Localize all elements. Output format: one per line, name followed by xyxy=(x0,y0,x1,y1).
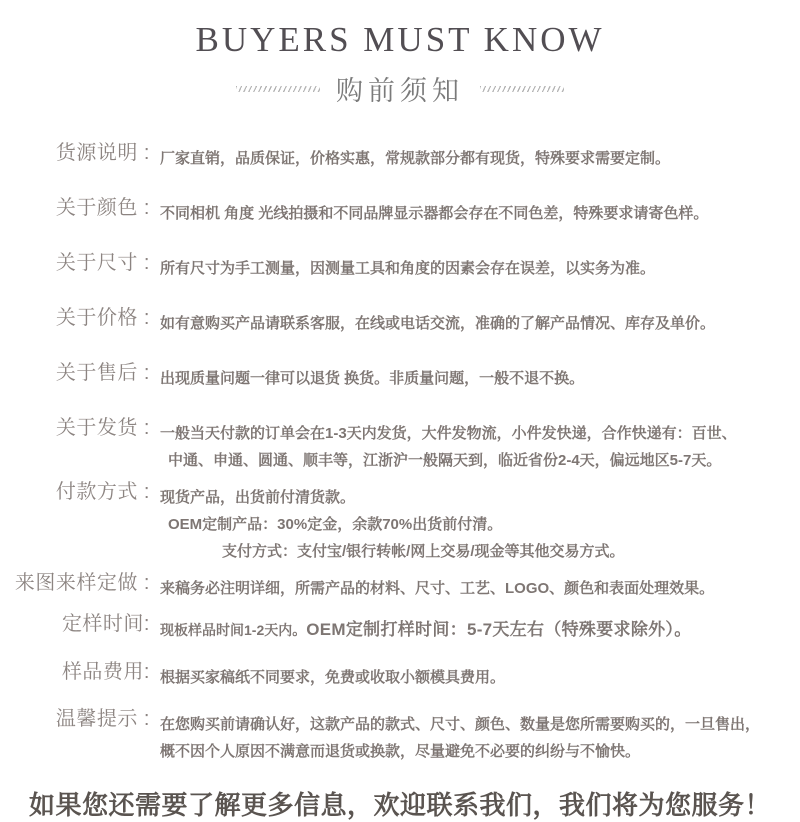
row-sample-time xyxy=(14,612,780,644)
page-title: BUYERS MUST KNOW xyxy=(195,20,605,59)
row-content xyxy=(150,141,780,172)
row-content xyxy=(150,361,780,392)
row-content xyxy=(150,416,780,474)
row-label: 样品费用: xyxy=(61,661,150,683)
row-label: 关于价格 : xyxy=(55,307,150,329)
row-price xyxy=(14,306,780,337)
row-label: 关于颜色 : xyxy=(55,197,150,219)
sample-time-oem: OEM定制打样时间：5-7天左右（特殊要求除外）。 xyxy=(306,620,692,639)
notice-list xyxy=(0,141,800,765)
row-line: 在您购买前请确认好，这款产品的款式、尺寸、颜色、数量是您所需要购买的，一旦售出， xyxy=(160,716,761,733)
contact-us-banner: 如果您还需要了解更多信息，欢迎联系我们，我们将为您服务！ xyxy=(28,790,771,820)
row-label: 关于售后 : xyxy=(55,362,150,384)
row-warm-tip xyxy=(14,707,780,765)
row-label: 付款方式 : xyxy=(55,481,150,503)
row-size xyxy=(14,251,780,282)
row-payment xyxy=(14,480,780,565)
row-aftersale xyxy=(14,361,780,392)
row-content xyxy=(150,251,780,282)
row-content xyxy=(150,660,780,691)
row-content xyxy=(150,612,780,644)
row-custom-order xyxy=(14,571,780,602)
page-header xyxy=(0,20,800,108)
row-line: 厂家直销，品质保证，价格实惠，常规款部分都有现货，特殊要求需要定制。 xyxy=(160,150,671,167)
row-line: 如有意购买产品请联系客服，在线或电话交流，准确的了解产品情况、库存及单价。 xyxy=(160,315,716,332)
row-supply-note xyxy=(14,141,780,172)
page-subtitle: 购前须知 xyxy=(336,76,464,106)
row-label: 关于发货 : xyxy=(55,417,150,439)
row-label: 定样时间: xyxy=(61,613,150,635)
row-color xyxy=(14,196,780,227)
row-line: 所有尺寸为手工测量，因测量工具和角度的因素会存在误差，以实务为准。 xyxy=(160,260,656,277)
zigzag-divider-right-icon xyxy=(480,86,564,92)
row-line: 不同相机 角度 光线拍摄和不同品牌显示器都会存在不同色差，特殊要求请寄色样。 xyxy=(160,205,709,222)
row-label: 温馨提示 : xyxy=(55,708,150,730)
row-line: 来稿务必注明详细，所需产品的材料、尺寸、工艺、LOGO、颜色和表面处理效果。 xyxy=(160,580,715,597)
subtitle-row xyxy=(0,69,800,108)
row-line: 现货产品，出货前付清货款。 xyxy=(160,489,356,506)
row-line: OEM定制产品：30%定金，余款70%出货前付清。 xyxy=(168,516,503,533)
row-shipping xyxy=(14,416,780,474)
row-content xyxy=(150,196,780,227)
row-content xyxy=(150,707,780,765)
zigzag-divider-left-icon xyxy=(236,86,320,92)
row-line: 根据买家稿纸不同要求，免费或收取小额模具费用。 xyxy=(160,669,506,686)
row-line: 概不因个人原因不满意而退货或换款，尽量避免不必要的纠纷与不愉快。 xyxy=(160,743,641,760)
row-line: 出现质量问题一律可以退货 换货。非质量问题，一般不退不换。 xyxy=(160,370,585,387)
sample-time-stock: 现板样品时间1-2天内。 xyxy=(160,622,307,638)
row-content xyxy=(150,480,780,565)
row-line: 中通、申通、圆通、顺丰等，江浙沪一般隔天到，临近省份2-4天，偏远地区5-7天。 xyxy=(168,452,722,469)
row-line: 支付方式：支付宝/银行转帐/网上交易/现金等其他交易方式。 xyxy=(222,543,625,560)
row-content xyxy=(150,571,780,602)
row-content xyxy=(150,306,780,337)
row-line: 一般当天付款的订单会在1-3天内发货，大件发物流，小件发快递，合作快递有：百世、 xyxy=(160,425,737,442)
row-label: 货源说明 : xyxy=(55,142,150,164)
row-label: 关于尺寸 : xyxy=(55,252,150,274)
row-sample-fee xyxy=(14,660,780,691)
row-label: 来图来样定做 : xyxy=(14,572,150,594)
row-line xyxy=(160,616,780,644)
